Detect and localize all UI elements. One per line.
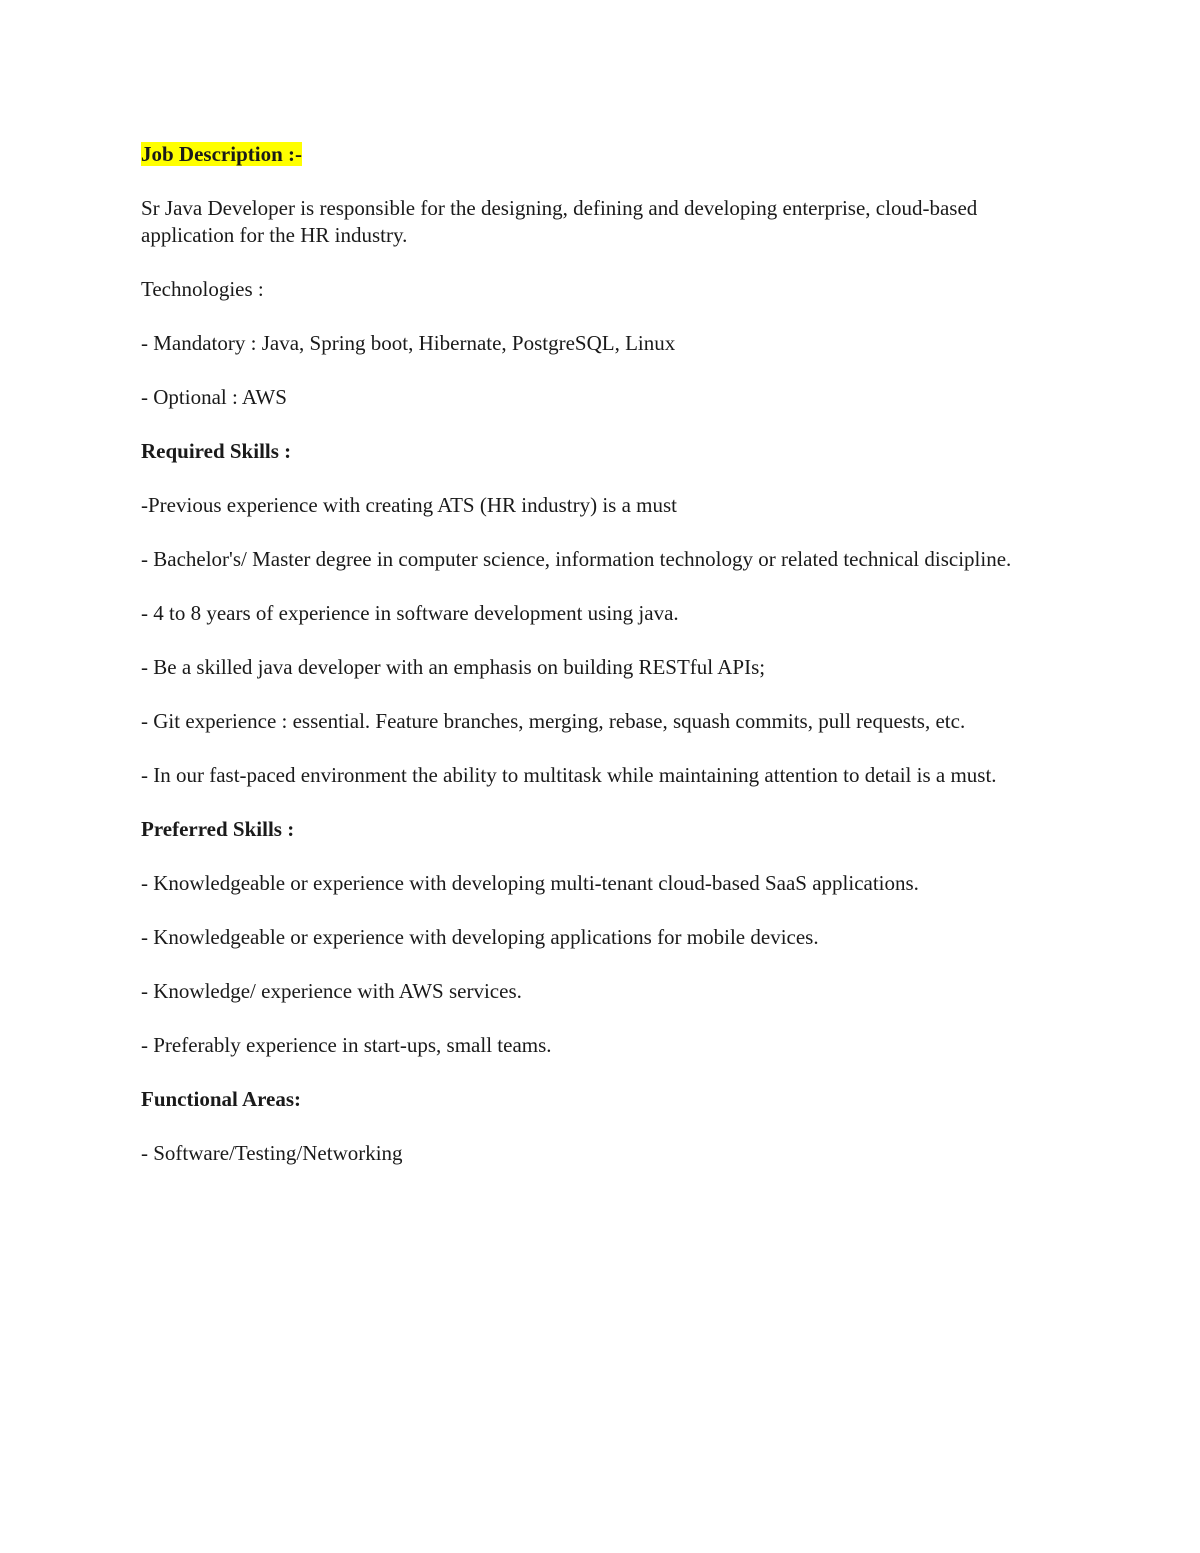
required-skill-item: - Bachelor's/ Master degree in computer science, information technology or related technical discipline. — [141, 547, 1012, 571]
technologies-label: Technologies : — [141, 277, 264, 301]
job-description-heading — [141, 141, 1061, 168]
technology-mandatory: - Mandatory : Java, Spring boot, Hibernate, PostgreSQL, Linux — [141, 331, 676, 355]
document-body — [141, 141, 1061, 1194]
preferred-skill-item: - Knowledgeable or experience with developing multi-tenant cloud-based SaaS applications. — [141, 871, 919, 895]
preferred-skills-heading: Preferred Skills : — [141, 817, 295, 841]
required-skill-item: - Git experience : essential. Feature branches, merging, rebase, squash commits, pull requests, etc. — [141, 709, 966, 733]
functional-areas-heading: Functional Areas: — [141, 1087, 302, 1111]
preferred-skill-item: - Knowledge/ experience with AWS services. — [141, 979, 522, 1003]
required-skill-item: -Previous experience with creating ATS (HR industry) is a must — [141, 493, 677, 517]
preferred-skill-item: - Knowledgeable or experience with developing applications for mobile devices. — [141, 925, 819, 949]
required-skill-item: - Be a skilled java developer with an emphasis on building RESTful APIs; — [141, 655, 766, 679]
technology-optional: - Optional : AWS — [141, 385, 287, 409]
required-skill-item: - 4 to 8 years of experience in software development using java. — [141, 601, 679, 625]
required-skills-heading: Required Skills : — [141, 439, 292, 463]
job-description-heading-text: Job Description :- — [141, 142, 302, 166]
functional-area-item: - Software/Testing/Networking — [141, 1141, 403, 1165]
preferred-skill-item: - Preferably experience in start-ups, small teams. — [141, 1033, 552, 1057]
intro-paragraph: Sr Java Developer is responsible for the designing, defining and developing enterprise, cloud-based application for the HR industry. — [141, 196, 978, 247]
required-skill-item: - In our fast-paced environment the ability to multitask while maintaining attention to detail is a must. — [141, 763, 997, 787]
